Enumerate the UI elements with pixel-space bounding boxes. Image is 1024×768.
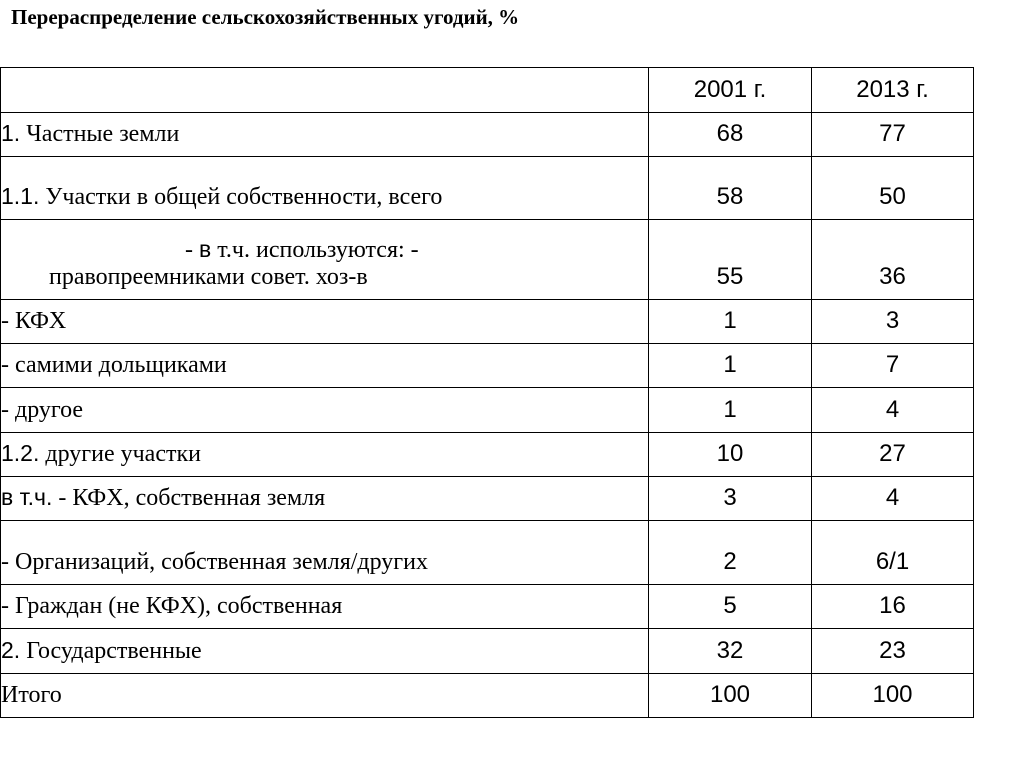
header-empty-cell <box>1 68 649 113</box>
row-number: 2. <box>1 637 21 663</box>
column-header-2001: 2001 г. <box>649 68 812 113</box>
table-row <box>1 344 974 388</box>
row-number: 1.2. <box>1 440 40 466</box>
row-text: Участки в общей собственности, всего <box>39 184 443 210</box>
column-header-2013: 2013 г. <box>812 68 974 113</box>
table-row <box>1 433 974 477</box>
table-row <box>1 300 974 344</box>
row-label: - Организаций, собственная земля/других <box>1 521 649 585</box>
land-redistribution-table <box>0 67 974 718</box>
row-label: - самими дольщиками <box>1 344 649 388</box>
table-row <box>1 157 974 220</box>
page-title: Перераспределение сельскохозяйственных угодий, % <box>11 5 520 29</box>
row-text: Государственные <box>20 638 202 664</box>
table-row <box>1 674 974 718</box>
value-2013: 3 <box>812 300 974 344</box>
table-row <box>1 629 974 674</box>
table-row <box>1 220 974 300</box>
value-2013: 100 <box>812 674 974 718</box>
value-2001: 55 <box>649 220 812 300</box>
value-2001: 32 <box>649 629 812 674</box>
value-2001: 2 <box>649 521 812 585</box>
row-label: - КФХ <box>1 300 649 344</box>
table-row <box>1 521 974 585</box>
value-2013: 4 <box>812 477 974 521</box>
row-text: - КФХ, собственная земля <box>52 485 326 511</box>
header-row <box>1 68 974 113</box>
value-2001: 100 <box>649 674 812 718</box>
row-number: 1.1. <box>1 183 40 209</box>
table-row <box>1 113 974 157</box>
value-2001: 1 <box>649 344 812 388</box>
total-label: Итого <box>1 674 649 718</box>
row-text-line-1: - в т.ч. используются: - <box>185 236 419 263</box>
row-label <box>1 157 649 220</box>
value-2013: 16 <box>812 585 974 629</box>
row-label <box>1 220 649 300</box>
value-2013: 27 <box>812 433 974 477</box>
table-row <box>1 477 974 521</box>
row-label: - Граждан (не КФХ), собственная <box>1 585 649 629</box>
value-2013: 6/1 <box>812 521 974 585</box>
value-2013: 7 <box>812 344 974 388</box>
table-row <box>1 388 974 433</box>
row-label <box>1 433 649 477</box>
value-2013: 36 <box>812 220 974 300</box>
value-2013: 4 <box>812 388 974 433</box>
row-label <box>1 477 649 521</box>
row-label <box>1 113 649 157</box>
row-number: 1. <box>1 120 21 146</box>
value-2001: 68 <box>649 113 812 157</box>
table-row <box>1 585 974 629</box>
row-label: - другое <box>1 388 649 433</box>
row-text: Частные земли <box>20 121 180 147</box>
row-label <box>1 629 649 674</box>
value-2001: 1 <box>649 300 812 344</box>
row-text-line-2: правопреемниками совет. хоз-в <box>49 264 368 290</box>
value-2001: 3 <box>649 477 812 521</box>
value-2013: 77 <box>812 113 974 157</box>
value-2001: 1 <box>649 388 812 433</box>
value-2001: 5 <box>649 585 812 629</box>
row-number: в т.ч. <box>1 484 53 510</box>
value-2013: 50 <box>812 157 974 220</box>
value-2001: 10 <box>649 433 812 477</box>
value-2013: 23 <box>812 629 974 674</box>
row-text: другие участки <box>39 441 201 467</box>
value-2001: 58 <box>649 157 812 220</box>
